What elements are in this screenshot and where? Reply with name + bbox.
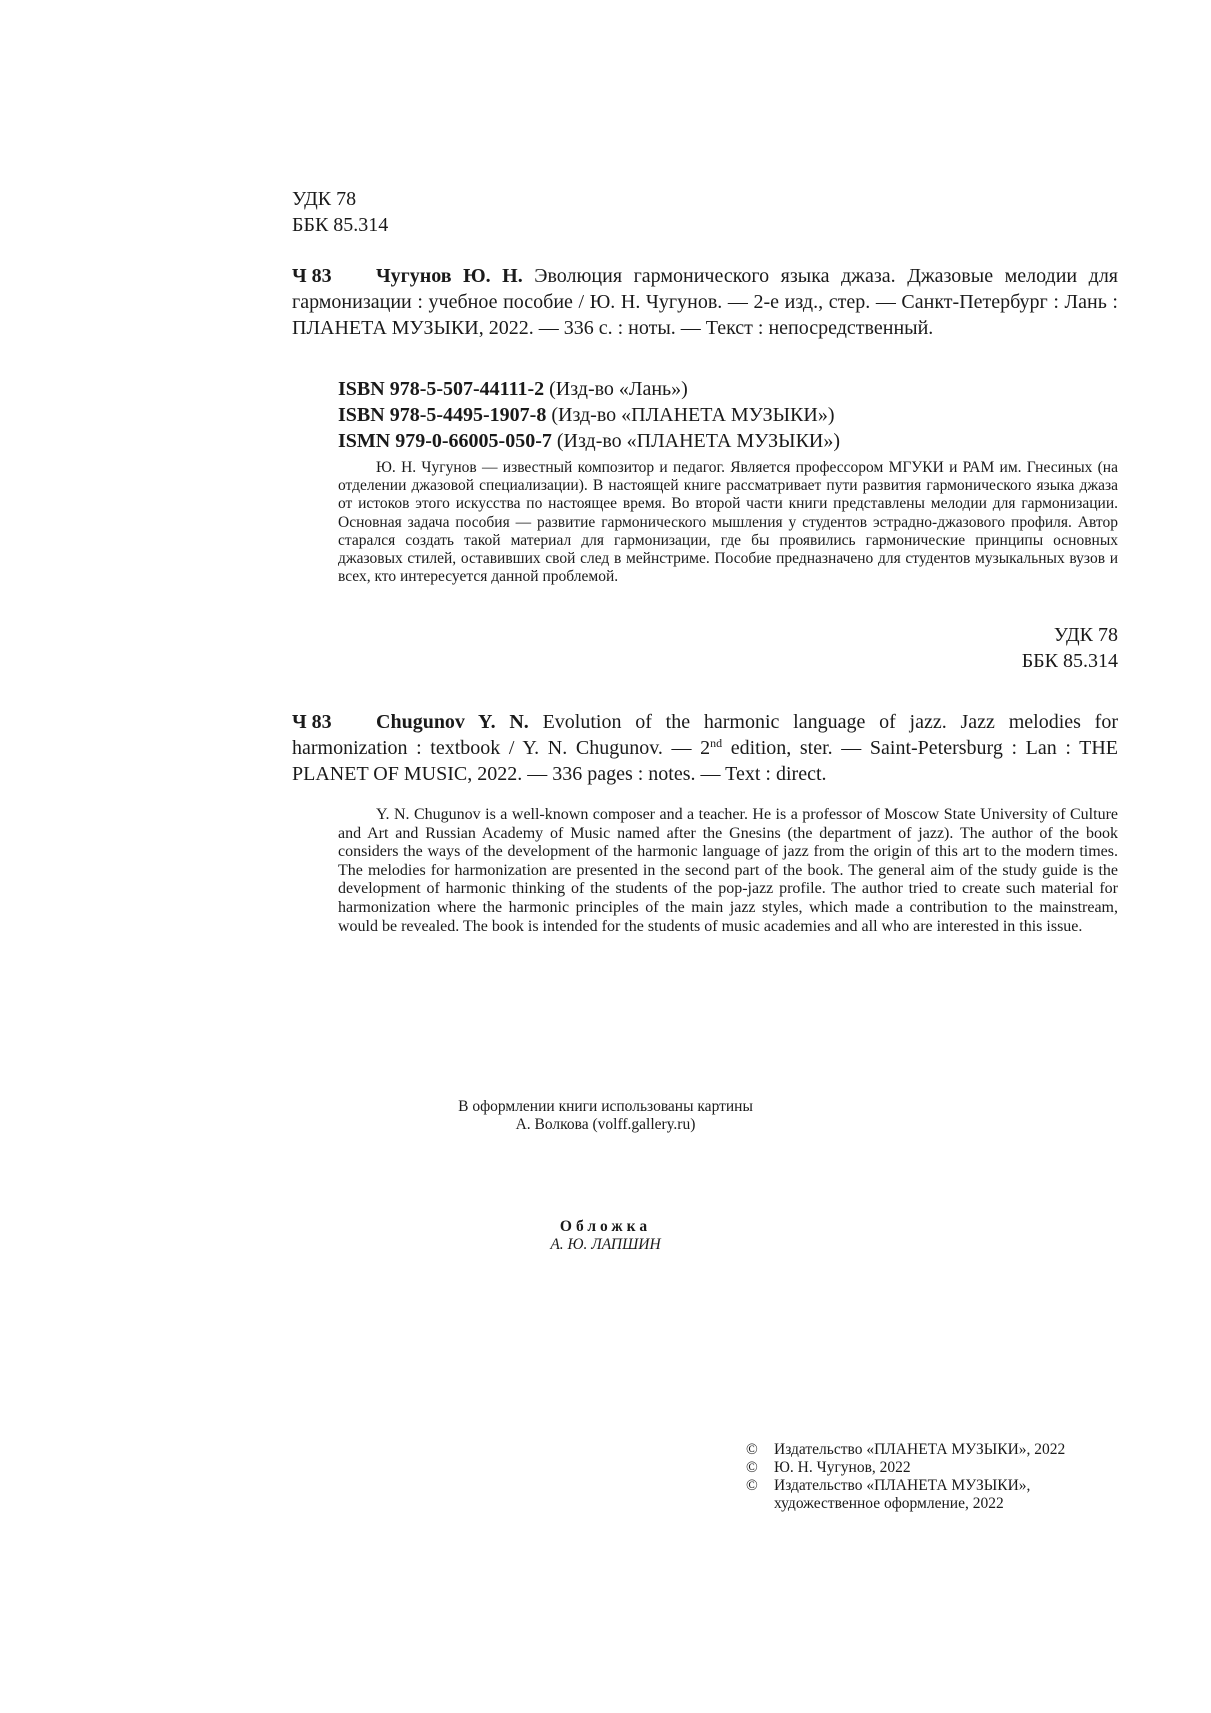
isbn-list [338,376,840,454]
copyright-line [746,1495,1065,1513]
isbn-line [338,402,840,428]
copyright-line [746,1441,1065,1459]
ismn-line [338,428,840,454]
author-name: Чугунов Ю. Н. [376,265,523,287]
illustrations-credit [0,1098,1211,1134]
author-mark: Ч 83 [292,711,332,733]
classification-footer [1022,622,1118,674]
author-mark: Ч 83 [292,265,332,287]
copyright-text: художественное оформление, 2022 [774,1495,1004,1512]
illustrations-line: В оформлении книги использованы картины [458,1098,753,1115]
copyright-block [746,1441,1065,1513]
copyright-line [746,1477,1065,1495]
edition-superscript: nd [710,736,723,750]
udk-code: УДК 78 [292,188,357,210]
cover-designer: А. Ю. ЛАПШИН [550,1236,661,1253]
copyright-text: Издательство «ПЛАНЕТА МУЗЫКИ», [774,1477,1031,1494]
copyright-text: Ю. Н. Чугунов, 2022 [774,1459,911,1476]
cover-credit [0,1218,1211,1254]
copyright-symbol [746,1495,774,1513]
cover-label: Обложка [559,1218,652,1235]
ismn-publisher: (Изд-во «ПЛАНЕТА МУЗЫКИ») [551,430,841,452]
description-text: Evolution of the harmonic language of jazz. Jazz melodies for harmonization : textbook / Y. N. Chugunov. — 2 [292,711,1119,759]
isbn-publisher: (Изд-во «ПЛАНЕТА МУЗЫКИ») [546,404,835,426]
bbk-code: ББК 85.314 [1021,650,1118,672]
isbn-number: ISBN 978-5-507-44111-2 [338,378,545,400]
copyright-symbol: © [746,1477,758,1494]
ismn-number: ISMN 979-0-66005-050-7 [338,430,552,452]
russian-bibliographic-entry [292,263,1118,341]
udk-code: УДК 78 [1053,624,1118,646]
russian-annotation: Ю. Н. Чугунов — известный композитор и педагог. Является профессором МГУКИ и РАМ им. Гнесиных (на отделении джазовой специализации). В настоящей книге рассматривает пути развития гармонического языка джаза от истоков этого искусства по настоящее время. Во второй части книги представлены мелодии для гармонизации. Основная задача пособия — развитие гармонического мышления у студентов эстрадно-джазового профиля. Автор старался создать такой материал для гармонизации, где бы проявились гармонические принципы основных джазовых стилей, оставивших свой след в мейнстриме. Пособие предназначено для студентов музыкальных вузов и всех, кто интересуется данной проблемой. [338,459,1118,586]
isbn-line [338,376,840,402]
description-text: Эволюция гармонического языка джаза. Джазовые мелодии для гармонизации : учебное пособие / Ю. Н. Чугунов. — 2-е изд., стер. — Санкт-Петербург : Лань : ПЛАНЕТА МУЗЫКИ, 2022. — 336 с. : ноты. — Текст : непосредственный. [292,265,1119,339]
description-text: edition, ster. — Saint-Petersburg : Lan : THE PLANET OF MUSIC, 2022. — 336 pages : notes. — Text : direct. [292,737,1118,785]
copyright-symbol: © [746,1441,758,1458]
bibliographic-description [292,709,1118,787]
copyright-symbol: © [746,1459,758,1476]
illustrations-artist: А. Волкова (volff.gallery.ru) [515,1116,696,1133]
bbk-code: ББК 85.314 [292,214,389,236]
isbn-publisher: (Изд-во «Лань») [544,378,688,400]
english-annotation: Y. N. Chugunov is a well-known composer and a teacher. He is a professor of Moscow State University of Culture and Art and Russian Academy of Music named after the Gnesins (the department of jazz). The author of the book considers the ways of the development of the harmonic language of jazz from the origin of this art to the modern times. The melodies for harmonization are presented in the second part of the book. The general aim of the study guide is the development of harmonic thinking of the students of the pop-jazz profile. The author tried to create such material for harmonization where the harmonic principles of the main jazz styles, which made a contribution to the mainstream, would be revealed. The book is intended for the students of music academies and all who are interested in this issue. [338,806,1118,935]
english-bibliographic-entry [292,709,1118,787]
isbn-number: ISBN 978-5-4495-1907-8 [338,404,547,426]
copyright-text: Издательство «ПЛАНЕТА МУЗЫКИ», 2022 [774,1441,1066,1458]
author-name: Chugunov Y. N. [376,711,529,733]
copyright-line [746,1459,1065,1477]
bibliographic-description [292,263,1118,341]
classification-header [292,186,388,238]
